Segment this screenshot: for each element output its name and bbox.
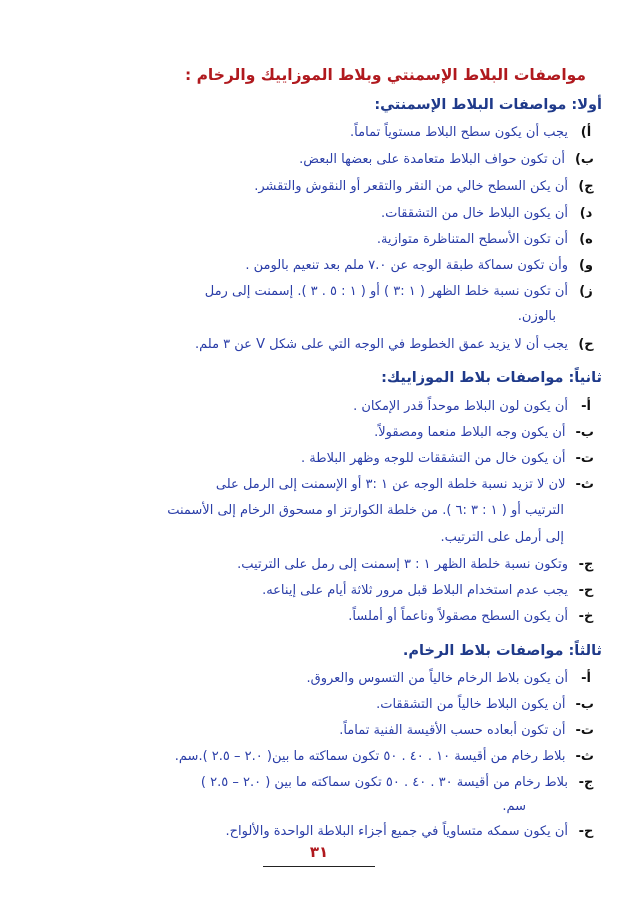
item-marker: ج) xyxy=(578,179,594,194)
item-continuation: بالوزن. xyxy=(517,309,556,324)
list-item xyxy=(14,425,594,440)
list-item xyxy=(14,775,594,790)
item-text: أن تكون الأسطح المتناظرة متوازية. xyxy=(376,232,568,247)
item-continuation: سم. xyxy=(502,799,526,814)
item-text: أن يكون لون البلاط موحداً قدر الإمكان . xyxy=(353,399,568,414)
item-marker: ت- xyxy=(575,451,594,466)
item-text: بلاط رخام من أقيسة ٣٠ . ٤٠ . ٥٠ تكون سماكته ما بين ( ٢.٠ – ٢.٥ ) xyxy=(200,775,568,790)
list-item xyxy=(14,258,594,273)
item-continuation: إلى أرمل على الترتيب. xyxy=(440,530,564,545)
list-item xyxy=(14,337,594,352)
item-marker: ث- xyxy=(575,749,594,764)
list-item xyxy=(14,749,594,764)
page-title: مواصفات البلاط الإسمنتي وبلاط الموزاييك والرخام : xyxy=(184,66,586,84)
item-text: وتكون نسبة خلطة الظهر ١ : ٣ إسمنت إلى رمل على الترتيب. xyxy=(237,557,568,572)
item-marker: ث- xyxy=(575,477,594,492)
item-marker: ب- xyxy=(575,697,594,712)
item-marker: ح- xyxy=(578,583,594,598)
item-text: أن تكون أبعاده حسب الأقيسة الفنية تماماً. xyxy=(339,723,566,738)
item-marker: ز) xyxy=(579,284,593,299)
list-item xyxy=(14,477,594,492)
item-text: يجب عدم استخدام البلاط قبل مرور ثلاثة أيام على إيناعه. xyxy=(262,583,568,598)
item-marker: خ- xyxy=(578,609,594,624)
item-marker: أ) xyxy=(580,125,592,140)
section-heading-marble-tiles: ثالثاً: مواصفات بلاط الرخام. xyxy=(402,643,602,659)
item-text: لان لا تزيد نسبة خلطة الوجه عن ١ :٣ أو الإسمنت إلى الرمل على xyxy=(215,477,566,492)
item-text: أن يكون بلاط الرخام خالياً من التسوس والعروق. xyxy=(306,671,568,686)
list-item xyxy=(14,697,594,712)
list-item xyxy=(14,284,594,299)
item-marker: ح) xyxy=(578,337,594,352)
item-text: أن يكون البلاط خال من التشققات. xyxy=(380,206,568,221)
item-text: وأن تكون سماكة طبقة الوجه عن ٧.٠ ملم بعد تنعيم بالومن . xyxy=(245,258,568,273)
list-item xyxy=(14,671,594,686)
list-item xyxy=(14,179,594,194)
list-item xyxy=(14,557,594,572)
item-marker: ج- xyxy=(578,775,594,790)
item-marker: و) xyxy=(578,258,594,273)
list-item xyxy=(14,723,594,738)
item-text: أن تكون نسبة خلط الظهر ( ١ :٣ ) أو ( ١ : ٥ . ٣ ). إسمنت إلى رمل xyxy=(204,284,568,299)
list-item xyxy=(14,824,594,839)
item-marker: ت- xyxy=(575,723,594,738)
list-item xyxy=(14,609,594,624)
item-text: يجب أن لا يزيد عمق الخطوط في الوجه التي على شكل V عن ٣ ملم. xyxy=(194,337,568,352)
item-text: أن يكون سمكه متساوياً في جميع أجزاء البلاطة الواحدة والألواح. xyxy=(225,824,568,839)
list-item xyxy=(14,206,594,221)
footer-divider xyxy=(263,866,375,867)
list-item xyxy=(14,583,594,598)
item-text: أن يكون خال من التشققات للوجه وظهر البلاطة . xyxy=(301,451,566,466)
section-heading-cement-tiles: أولا: مواصفات البلاط الإسمنتي: xyxy=(374,97,602,113)
item-marker: أ- xyxy=(581,671,591,686)
item-continuation: الترتيب أو ( ١ : ٣ :٦ ). من خلطة الكوارتز او مسحوق الرخام إلى الأسمنت xyxy=(167,503,564,518)
item-marker: أ- xyxy=(581,399,591,414)
item-text: أن يكون وجه البلاط منعما ومصقولاً. xyxy=(374,425,566,440)
item-marker: ه) xyxy=(579,232,593,247)
item-text: أن تكون حواف البلاط متعامدة على بعضها البعض. xyxy=(299,152,565,167)
item-marker: د) xyxy=(579,206,593,221)
item-text: أن يكون السطح مصقولاً وناعماً أو أملساً. xyxy=(348,609,568,624)
item-marker: ب) xyxy=(574,152,594,167)
item-text: أن يكن السطح خالي من النقر والتقعر أو النقوش والتقشر. xyxy=(254,179,568,194)
item-text: بلاط رخام من أقيسة ١٠ . ٤٠ . ٥٠ تكون سماكته ما بين( ٢.٠ – ٢.٥ ).سم. xyxy=(174,749,566,764)
item-marker: ب- xyxy=(575,425,594,440)
list-item xyxy=(14,152,594,167)
list-item xyxy=(14,232,594,247)
item-marker: ح- xyxy=(578,824,594,839)
page-number: ٣١ xyxy=(309,843,329,861)
item-marker: ج- xyxy=(578,557,594,572)
section-heading-mosaic-tiles: ثانياً: مواصفات بلاط الموزاييك: xyxy=(381,370,602,386)
list-item xyxy=(14,451,594,466)
list-item xyxy=(14,399,594,414)
item-text: يجب أن يكون سطح البلاط مستوياً تماماً. xyxy=(350,125,568,140)
item-text: أن يكون البلاط خالياً من التشققات. xyxy=(376,697,566,712)
list-item xyxy=(14,125,594,140)
